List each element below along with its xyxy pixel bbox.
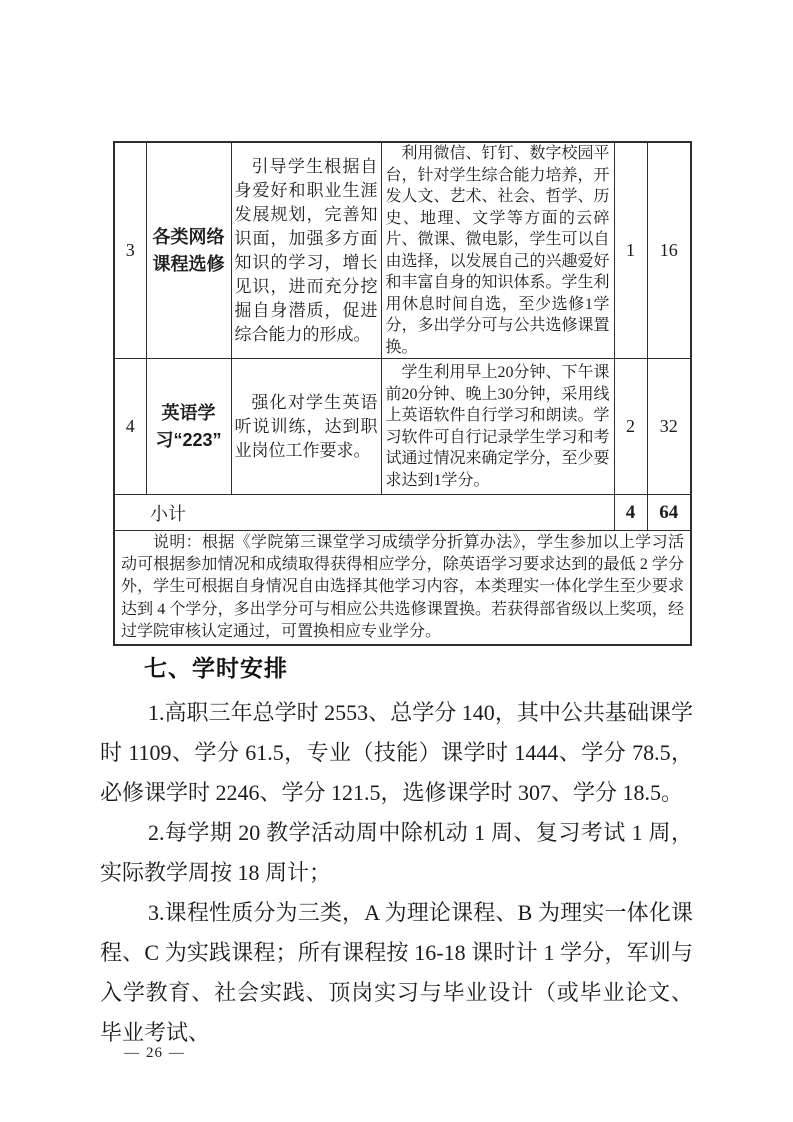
course-content-cell: 利用微信、钉钉、数字校园平台，针对学生综合能力培养，开发人文、艺术、社会、哲学、历史、地理、文学等方面的云碎片、微课、微电影，学生可以自由选择，以发展自己的兴趣爱好和丰富自身的知识体系。学生利用休息时间自选，至少选修1学分，多出学分可与公共选修课置换。	[381, 142, 614, 359]
subtotal-credits-cell: 4	[614, 495, 647, 531]
table-row	[114, 359, 691, 495]
course-goal-cell: 引导学生根据自身爱好和职业生涯发展规划，完善知识面，加强多方面知识的学习，增长见识，进而充分挖掘自身潜质，促进综合能力的形成。	[231, 142, 381, 359]
section-body	[100, 652, 693, 1053]
course-name-cell: 各类网络课程选修	[146, 142, 231, 359]
hours-cell: 32	[647, 359, 691, 495]
footer-right-dash: —	[169, 1045, 185, 1061]
third-classroom-credits-table	[113, 141, 692, 646]
hours-cell: 16	[647, 142, 691, 359]
credits-cell: 1	[614, 142, 647, 359]
page-footer	[124, 1045, 185, 1062]
course-name-cell: 英语学习“223”	[146, 359, 231, 495]
credits-cell: 2	[614, 359, 647, 495]
course-goal-cell: 强化对学生英语听说训练，达到职业岗位工作要求。	[231, 359, 381, 495]
page-number: 26	[146, 1045, 163, 1061]
subtotal-hours-cell: 64	[647, 495, 691, 531]
row-number-cell: 3	[114, 142, 146, 359]
row-number-cell: 4	[114, 359, 146, 495]
section-heading: 七、学时安排	[144, 655, 288, 681]
subtotal-label-cell: 小计	[114, 495, 614, 531]
course-content-cell: 学生利用早上20分钟、下午课前20分钟、晚上30分钟，采用线上英语软件自行学习和朗读。学习软件可自行记录学生学习和考试通过情况来确定学分，至少要求达到1学分。	[381, 359, 614, 495]
paragraph-total-hours: 1.高职三年总学时 2553、总学分 140，其中公共基础课学时 1109、学分 61.5，专业（技能）课学时 1444、学分 78.5，必修课学时 2246、学分 121.5，选修课学时 307、学分 18.5。	[100, 700, 693, 805]
subtotal-row	[114, 495, 691, 531]
table-row	[114, 142, 691, 359]
footer-left-dash: —	[124, 1045, 140, 1061]
note-row	[114, 531, 691, 646]
paragraph-teaching-weeks: 2.每学期 20 教学活动周中除机动 1 周、复习考试 1 周，实际教学周按 18 周计；	[100, 820, 693, 885]
table-note-cell: 说明：根据《学院第三课堂学习成绩学分折算办法》，学生参加以上学习活动可根据参加情况和成绩取得获得相应学分，除英语学习要求达到的最低 2 学分外，学生可根据自身情况自由选择其他学习内容，本类理实一体化学生至少要求达到 4 个学分，多出学分可与相应公共选修课置换。若获得部省级以上奖项，经过学院审核认定通过，可置换相应专业学分。	[114, 531, 691, 646]
paragraph-course-types: 3.课程性质分为三类，A 为理论课程、B 为理实一体化课程、C 为实践课程；所有课程按 16-18 课时计 1 学分，军训与入学教育、社会实践、顶岗实习与毕业设计（或毕业论文、毕业考试、	[100, 900, 693, 1045]
